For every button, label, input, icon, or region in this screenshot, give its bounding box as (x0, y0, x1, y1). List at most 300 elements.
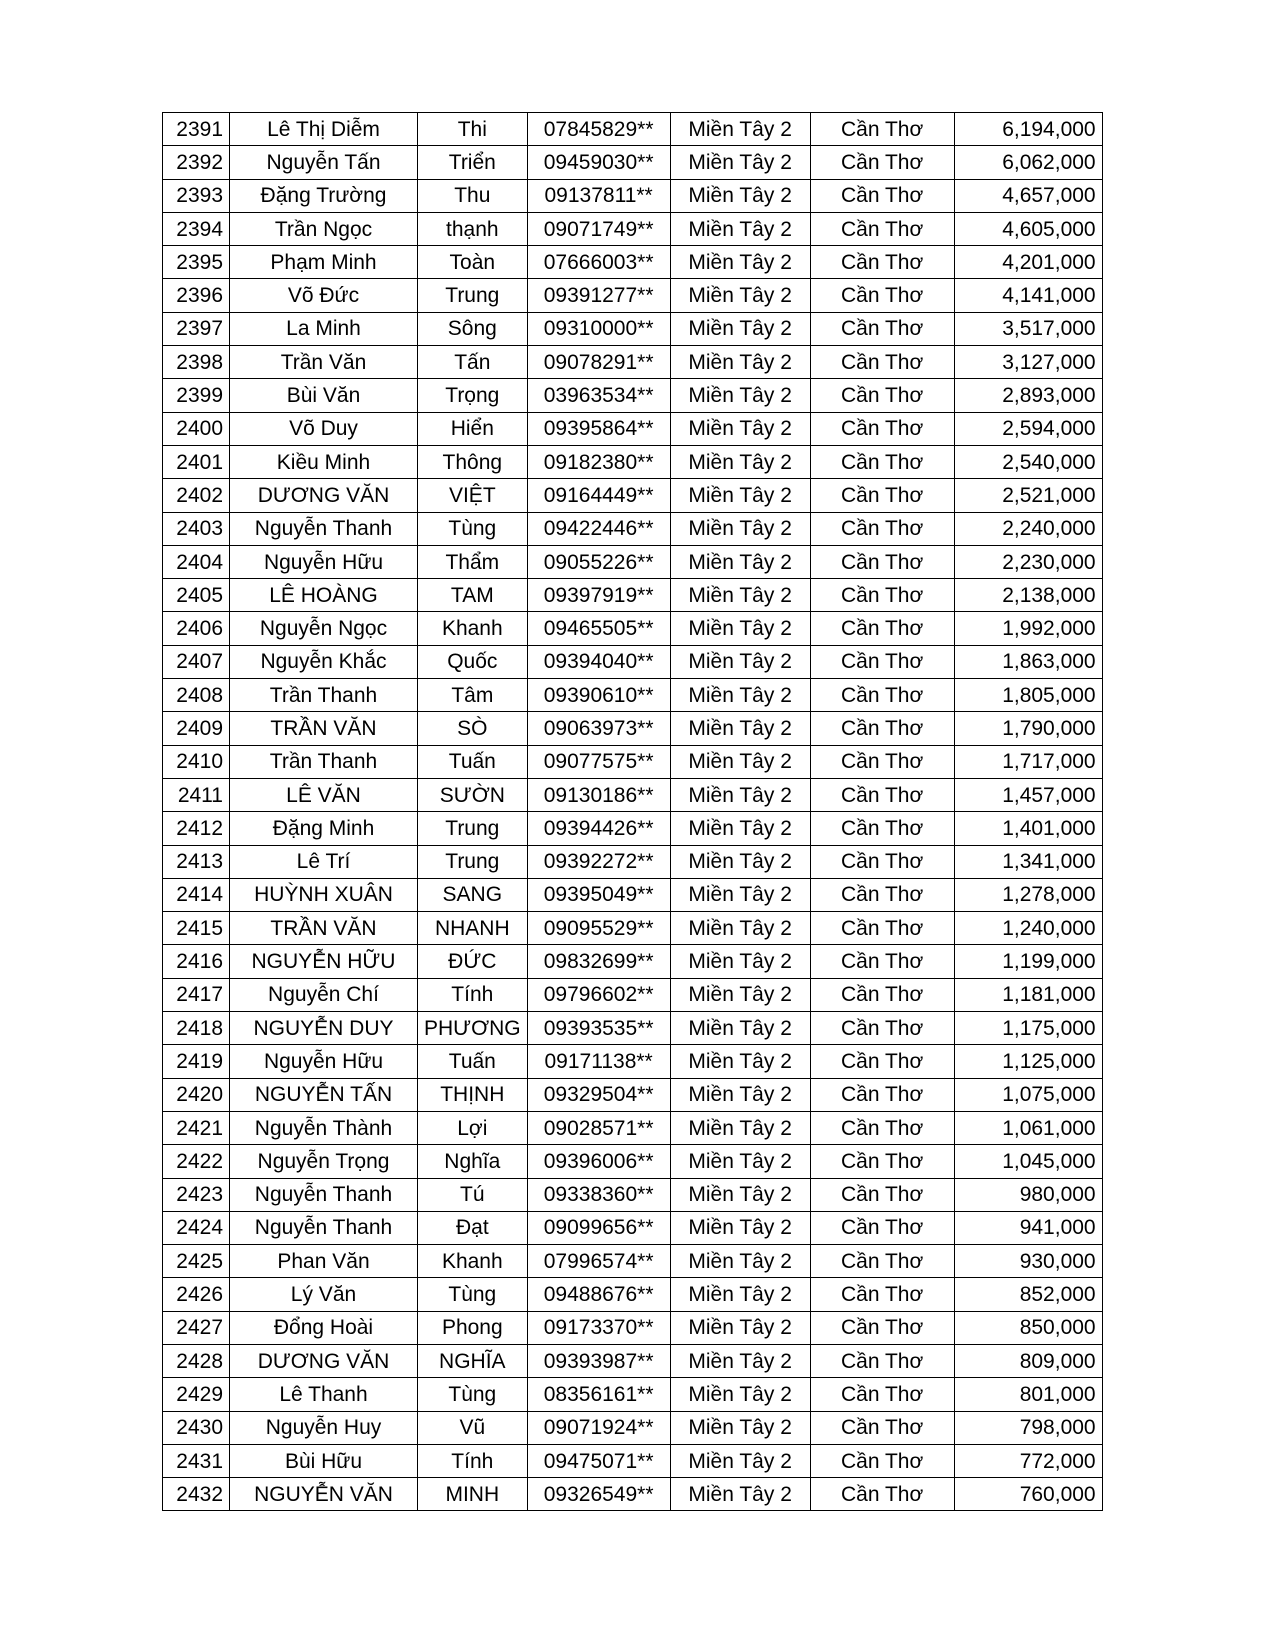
region-cell: Miền Tây 2 (670, 312, 810, 345)
row-number-cell: 2428 (163, 1344, 230, 1377)
phone-cell: 09832699** (527, 945, 670, 978)
surname-cell: DƯƠNG VĂN (230, 1344, 418, 1377)
given-name-cell: Vũ (418, 1411, 528, 1444)
surname-cell: LÊ HOÀNG (230, 579, 418, 612)
surname-cell: Nguyễn Ngọc (230, 612, 418, 645)
phone-cell: 07666003** (527, 246, 670, 279)
amount-cell: 4,141,000 (954, 279, 1102, 312)
region-cell: Miền Tây 2 (670, 878, 810, 911)
given-name-cell: Thi (418, 113, 528, 146)
amount-cell: 1,199,000 (954, 945, 1102, 978)
region-cell: Miền Tây 2 (670, 279, 810, 312)
row-number-cell: 2398 (163, 346, 230, 379)
surname-cell: Bùi Văn (230, 379, 418, 412)
phone-cell: 09394426** (527, 812, 670, 845)
province-cell: Cần Thơ (810, 1411, 954, 1444)
row-number-cell: 2410 (163, 745, 230, 778)
phone-cell: 09465505** (527, 612, 670, 645)
phone-cell: 09028571** (527, 1111, 670, 1144)
row-number-cell: 2396 (163, 279, 230, 312)
region-cell: Miền Tây 2 (670, 679, 810, 712)
table-row (163, 512, 1103, 545)
region-cell: Miền Tây 2 (670, 1444, 810, 1477)
region-cell: Miền Tây 2 (670, 179, 810, 212)
phone-cell: 09422446** (527, 512, 670, 545)
given-name-cell: Trung (418, 845, 528, 878)
phone-cell: 07996574** (527, 1245, 670, 1278)
given-name-cell: SÒ (418, 712, 528, 745)
amount-cell: 772,000 (954, 1444, 1102, 1477)
row-number-cell: 2401 (163, 445, 230, 478)
surname-cell: Lê Thị Diễm (230, 113, 418, 146)
given-name-cell: Trọng (418, 379, 528, 412)
table-row (163, 179, 1103, 212)
province-cell: Cần Thơ (810, 1378, 954, 1411)
province-cell: Cần Thơ (810, 712, 954, 745)
given-name-cell: Sông (418, 312, 528, 345)
amount-cell: 1,341,000 (954, 845, 1102, 878)
province-cell: Cần Thơ (810, 1211, 954, 1244)
given-name-cell: PHƯƠNG (418, 1012, 528, 1045)
row-number-cell: 2432 (163, 1478, 230, 1511)
amount-cell: 3,517,000 (954, 312, 1102, 345)
phone-cell: 09397919** (527, 579, 670, 612)
table-row (163, 812, 1103, 845)
province-cell: Cần Thơ (810, 1278, 954, 1311)
phone-cell: 09071924** (527, 1411, 670, 1444)
amount-cell: 1,061,000 (954, 1111, 1102, 1144)
amount-cell: 1,125,000 (954, 1045, 1102, 1078)
surname-cell: Nguyễn Hữu (230, 1045, 418, 1078)
surname-cell: Trần Thanh (230, 745, 418, 778)
phone-cell: 08356161** (527, 1378, 670, 1411)
region-cell: Miền Tây 2 (670, 545, 810, 578)
province-cell: Cần Thơ (810, 379, 954, 412)
given-name-cell: TAM (418, 579, 528, 612)
given-name-cell: MINH (418, 1478, 528, 1511)
surname-cell: NGUYỄN TẤN (230, 1078, 418, 1111)
region-cell: Miền Tây 2 (670, 645, 810, 678)
province-cell: Cần Thơ (810, 146, 954, 179)
row-number-cell: 2393 (163, 179, 230, 212)
row-number-cell: 2403 (163, 512, 230, 545)
given-name-cell: Tâm (418, 679, 528, 712)
table-row (163, 212, 1103, 245)
phone-cell: 09391277** (527, 279, 670, 312)
phone-cell: 09164449** (527, 479, 670, 512)
given-name-cell: Tùng (418, 1378, 528, 1411)
given-name-cell: Thẩm (418, 545, 528, 578)
given-name-cell: Thông (418, 445, 528, 478)
table-row (163, 1078, 1103, 1111)
phone-cell: 09077575** (527, 745, 670, 778)
phone-cell: 09394040** (527, 645, 670, 678)
surname-cell: LÊ VĂN (230, 778, 418, 811)
table-row (163, 1178, 1103, 1211)
province-cell: Cần Thơ (810, 1311, 954, 1344)
province-cell: Cần Thơ (810, 1245, 954, 1278)
row-number-cell: 2391 (163, 113, 230, 146)
given-name-cell: Tùng (418, 512, 528, 545)
amount-cell: 1,075,000 (954, 1078, 1102, 1111)
table-row (163, 1145, 1103, 1178)
given-name-cell: Tính (418, 1444, 528, 1477)
region-cell: Miền Tây 2 (670, 1245, 810, 1278)
province-cell: Cần Thơ (810, 745, 954, 778)
phone-cell: 09055226** (527, 545, 670, 578)
table-body (163, 113, 1103, 1511)
given-name-cell: Trung (418, 279, 528, 312)
phone-cell: 09310000** (527, 312, 670, 345)
phone-cell: 09063973** (527, 712, 670, 745)
province-cell: Cần Thơ (810, 1178, 954, 1211)
region-cell: Miền Tây 2 (670, 512, 810, 545)
given-name-cell: ĐỨC (418, 945, 528, 978)
row-number-cell: 2414 (163, 878, 230, 911)
province-cell: Cần Thơ (810, 179, 954, 212)
province-cell: Cần Thơ (810, 113, 954, 146)
province-cell: Cần Thơ (810, 312, 954, 345)
region-cell: Miền Tây 2 (670, 346, 810, 379)
region-cell: Miền Tây 2 (670, 212, 810, 245)
given-name-cell: Tuấn (418, 745, 528, 778)
region-cell: Miền Tây 2 (670, 1378, 810, 1411)
amount-cell: 852,000 (954, 1278, 1102, 1311)
surname-cell: TRẦN VĂN (230, 712, 418, 745)
region-cell: Miền Tây 2 (670, 1045, 810, 1078)
amount-cell: 1,240,000 (954, 912, 1102, 945)
region-cell: Miền Tây 2 (670, 1078, 810, 1111)
surname-cell: Lý Văn (230, 1278, 418, 1311)
province-cell: Cần Thơ (810, 1012, 954, 1045)
table-row (163, 1278, 1103, 1311)
table-row (163, 645, 1103, 678)
phone-cell: 09326549** (527, 1478, 670, 1511)
amount-cell: 4,657,000 (954, 179, 1102, 212)
phone-cell: 09390610** (527, 679, 670, 712)
phone-cell: 09182380** (527, 445, 670, 478)
province-cell: Cần Thơ (810, 579, 954, 612)
table-row (163, 312, 1103, 345)
phone-cell: 03963534** (527, 379, 670, 412)
table-row (163, 146, 1103, 179)
amount-cell: 809,000 (954, 1344, 1102, 1377)
surname-cell: Trần Thanh (230, 679, 418, 712)
surname-cell: Nguyễn Tấn (230, 146, 418, 179)
table-row (163, 346, 1103, 379)
phone-cell: 09475071** (527, 1444, 670, 1477)
row-number-cell: 2421 (163, 1111, 230, 1144)
phone-cell: 07845829** (527, 113, 670, 146)
given-name-cell: NGHĨA (418, 1344, 528, 1377)
surname-cell: Đổng Hoài (230, 1311, 418, 1344)
amount-cell: 2,893,000 (954, 379, 1102, 412)
amount-cell: 2,240,000 (954, 512, 1102, 545)
table-row (163, 1245, 1103, 1278)
table-row (163, 679, 1103, 712)
row-number-cell: 2407 (163, 645, 230, 678)
row-number-cell: 2425 (163, 1245, 230, 1278)
given-name-cell: Lợi (418, 1111, 528, 1144)
region-cell: Miền Tây 2 (670, 479, 810, 512)
amount-cell: 2,540,000 (954, 445, 1102, 478)
surname-cell: Trần Văn (230, 346, 418, 379)
phone-cell: 09099656** (527, 1211, 670, 1244)
amount-cell: 4,605,000 (954, 212, 1102, 245)
surname-cell: Nguyễn Hữu (230, 545, 418, 578)
province-cell: Cần Thơ (810, 1111, 954, 1144)
row-number-cell: 2402 (163, 479, 230, 512)
amount-cell: 1,992,000 (954, 612, 1102, 645)
province-cell: Cần Thơ (810, 912, 954, 945)
amount-cell: 1,790,000 (954, 712, 1102, 745)
table-row (163, 1045, 1103, 1078)
table-row (163, 1211, 1103, 1244)
province-cell: Cần Thơ (810, 1444, 954, 1477)
phone-cell: 09171138** (527, 1045, 670, 1078)
province-cell: Cần Thơ (810, 978, 954, 1011)
row-number-cell: 2431 (163, 1444, 230, 1477)
table-row (163, 712, 1103, 745)
given-name-cell: Quốc (418, 645, 528, 678)
row-number-cell: 2394 (163, 212, 230, 245)
surname-cell: Nguyễn Khắc (230, 645, 418, 678)
phone-cell: 09173370** (527, 1311, 670, 1344)
region-cell: Miền Tây 2 (670, 1178, 810, 1211)
table-row (163, 479, 1103, 512)
region-cell: Miền Tây 2 (670, 1344, 810, 1377)
region-cell: Miền Tây 2 (670, 1111, 810, 1144)
region-cell: Miền Tây 2 (670, 146, 810, 179)
region-cell: Miền Tây 2 (670, 1278, 810, 1311)
province-cell: Cần Thơ (810, 778, 954, 811)
given-name-cell: SƯỜN (418, 778, 528, 811)
region-cell: Miền Tây 2 (670, 945, 810, 978)
table-row (163, 113, 1103, 146)
region-cell: Miền Tây 2 (670, 1145, 810, 1178)
amount-cell: 850,000 (954, 1311, 1102, 1344)
row-number-cell: 2430 (163, 1411, 230, 1444)
row-number-cell: 2411 (163, 778, 230, 811)
province-cell: Cần Thơ (810, 346, 954, 379)
amount-cell: 2,138,000 (954, 579, 1102, 612)
region-cell: Miền Tây 2 (670, 1311, 810, 1344)
region-cell: Miền Tây 2 (670, 978, 810, 1011)
row-number-cell: 2408 (163, 679, 230, 712)
province-cell: Cần Thơ (810, 1478, 954, 1511)
row-number-cell: 2422 (163, 1145, 230, 1178)
surname-cell: DƯƠNG VĂN (230, 479, 418, 512)
surname-cell: Bùi Hữu (230, 1444, 418, 1477)
region-cell: Miền Tây 2 (670, 113, 810, 146)
region-cell: Miền Tây 2 (670, 1478, 810, 1511)
amount-cell: 1,805,000 (954, 679, 1102, 712)
surname-cell: Võ Duy (230, 412, 418, 445)
table-row (163, 246, 1103, 279)
region-cell: Miền Tây 2 (670, 612, 810, 645)
surname-cell: Nguyễn Thanh (230, 512, 418, 545)
region-cell: Miền Tây 2 (670, 1012, 810, 1045)
amount-cell: 1,181,000 (954, 978, 1102, 1011)
row-number-cell: 2424 (163, 1211, 230, 1244)
phone-cell: 09393535** (527, 1012, 670, 1045)
amount-cell: 980,000 (954, 1178, 1102, 1211)
phone-cell: 09071749** (527, 212, 670, 245)
province-cell: Cần Thơ (810, 445, 954, 478)
row-number-cell: 2400 (163, 412, 230, 445)
row-number-cell: 2412 (163, 812, 230, 845)
given-name-cell: Hiển (418, 412, 528, 445)
region-cell: Miền Tây 2 (670, 379, 810, 412)
row-number-cell: 2419 (163, 1045, 230, 1078)
region-cell: Miền Tây 2 (670, 1211, 810, 1244)
phone-cell: 09459030** (527, 146, 670, 179)
table-row (163, 1411, 1103, 1444)
surname-cell: Võ Đức (230, 279, 418, 312)
amount-cell: 2,521,000 (954, 479, 1102, 512)
given-name-cell: Nghĩa (418, 1145, 528, 1178)
surname-cell: HUỲNH XUÂN (230, 878, 418, 911)
given-name-cell: Khanh (418, 612, 528, 645)
table-row (163, 579, 1103, 612)
surname-cell: Nguyễn Chí (230, 978, 418, 1011)
row-number-cell: 2399 (163, 379, 230, 412)
row-number-cell: 2405 (163, 579, 230, 612)
table-row (163, 1012, 1103, 1045)
amount-cell: 760,000 (954, 1478, 1102, 1511)
province-cell: Cần Thơ (810, 812, 954, 845)
surname-cell: Nguyễn Thanh (230, 1211, 418, 1244)
row-number-cell: 2406 (163, 612, 230, 645)
row-number-cell: 2429 (163, 1378, 230, 1411)
region-cell: Miền Tây 2 (670, 745, 810, 778)
province-cell: Cần Thơ (810, 479, 954, 512)
amount-cell: 1,401,000 (954, 812, 1102, 845)
region-cell: Miền Tây 2 (670, 579, 810, 612)
row-number-cell: 2397 (163, 312, 230, 345)
province-cell: Cần Thơ (810, 545, 954, 578)
phone-cell: 09392272** (527, 845, 670, 878)
table-row (163, 1378, 1103, 1411)
given-name-cell: THỊNH (418, 1078, 528, 1111)
row-number-cell: 2413 (163, 845, 230, 878)
amount-cell: 930,000 (954, 1245, 1102, 1278)
given-name-cell: SANG (418, 878, 528, 911)
row-number-cell: 2415 (163, 912, 230, 945)
amount-cell: 6,194,000 (954, 113, 1102, 146)
given-name-cell: Tùng (418, 1278, 528, 1311)
phone-cell: 09393987** (527, 1344, 670, 1377)
amount-cell: 2,594,000 (954, 412, 1102, 445)
region-cell: Miền Tây 2 (670, 778, 810, 811)
surname-cell: Lê Thanh (230, 1378, 418, 1411)
given-name-cell: VIỆT (418, 479, 528, 512)
phone-cell: 09488676** (527, 1278, 670, 1311)
table-row (163, 745, 1103, 778)
surname-cell: Đặng Minh (230, 812, 418, 845)
province-cell: Cần Thơ (810, 1145, 954, 1178)
phone-cell: 09078291** (527, 346, 670, 379)
table-row (163, 945, 1103, 978)
province-cell: Cần Thơ (810, 878, 954, 911)
phone-cell: 09395864** (527, 412, 670, 445)
surname-cell: Nguyễn Thanh (230, 1178, 418, 1211)
table-row (163, 1478, 1103, 1511)
surname-cell: NGUYỄN VĂN (230, 1478, 418, 1511)
table-row (163, 412, 1103, 445)
row-number-cell: 2395 (163, 246, 230, 279)
table-row (163, 1311, 1103, 1344)
amount-cell: 1,278,000 (954, 878, 1102, 911)
amount-cell: 3,127,000 (954, 346, 1102, 379)
given-name-cell: Tấn (418, 346, 528, 379)
amount-cell: 2,230,000 (954, 545, 1102, 578)
given-name-cell: Thu (418, 179, 528, 212)
row-number-cell: 2423 (163, 1178, 230, 1211)
surname-cell: Nguyễn Thành (230, 1111, 418, 1144)
table-row (163, 878, 1103, 911)
given-name-cell: Khanh (418, 1245, 528, 1278)
row-number-cell: 2404 (163, 545, 230, 578)
row-number-cell: 2420 (163, 1078, 230, 1111)
table-row (163, 445, 1103, 478)
province-cell: Cần Thơ (810, 512, 954, 545)
region-cell: Miền Tây 2 (670, 445, 810, 478)
row-number-cell: 2416 (163, 945, 230, 978)
row-number-cell: 2427 (163, 1311, 230, 1344)
table-row (163, 379, 1103, 412)
table-row (163, 778, 1103, 811)
amount-cell: 1,457,000 (954, 778, 1102, 811)
amount-cell: 4,201,000 (954, 246, 1102, 279)
given-name-cell: NHANH (418, 912, 528, 945)
region-cell: Miền Tây 2 (670, 845, 810, 878)
province-cell: Cần Thơ (810, 1078, 954, 1111)
given-name-cell: Tính (418, 978, 528, 1011)
surname-cell: TRẦN VĂN (230, 912, 418, 945)
amount-cell: 1,863,000 (954, 645, 1102, 678)
region-cell: Miền Tây 2 (670, 412, 810, 445)
province-cell: Cần Thơ (810, 212, 954, 245)
surname-cell: Phan Văn (230, 1245, 418, 1278)
table-row (163, 279, 1103, 312)
phone-cell: 09796602** (527, 978, 670, 1011)
row-number-cell: 2426 (163, 1278, 230, 1311)
surname-cell: La Minh (230, 312, 418, 345)
row-number-cell: 2392 (163, 146, 230, 179)
table-row (163, 978, 1103, 1011)
region-cell: Miền Tây 2 (670, 712, 810, 745)
amount-cell: 1,717,000 (954, 745, 1102, 778)
amount-cell: 941,000 (954, 1211, 1102, 1244)
province-cell: Cần Thơ (810, 645, 954, 678)
table-row (163, 845, 1103, 878)
row-number-cell: 2409 (163, 712, 230, 745)
surname-cell: Lê Trí (230, 845, 418, 878)
amount-cell: 1,045,000 (954, 1145, 1102, 1178)
amount-cell: 798,000 (954, 1411, 1102, 1444)
surname-cell: Nguyễn Huy (230, 1411, 418, 1444)
given-name-cell: Tú (418, 1178, 528, 1211)
surname-cell: NGUYỄN DUY (230, 1012, 418, 1045)
amount-cell: 6,062,000 (954, 146, 1102, 179)
phone-cell: 09137811** (527, 179, 670, 212)
phone-cell: 09338360** (527, 1178, 670, 1211)
winners-table (162, 112, 1103, 1511)
province-cell: Cần Thơ (810, 279, 954, 312)
surname-cell: Nguyễn Trọng (230, 1145, 418, 1178)
given-name-cell: Triển (418, 146, 528, 179)
